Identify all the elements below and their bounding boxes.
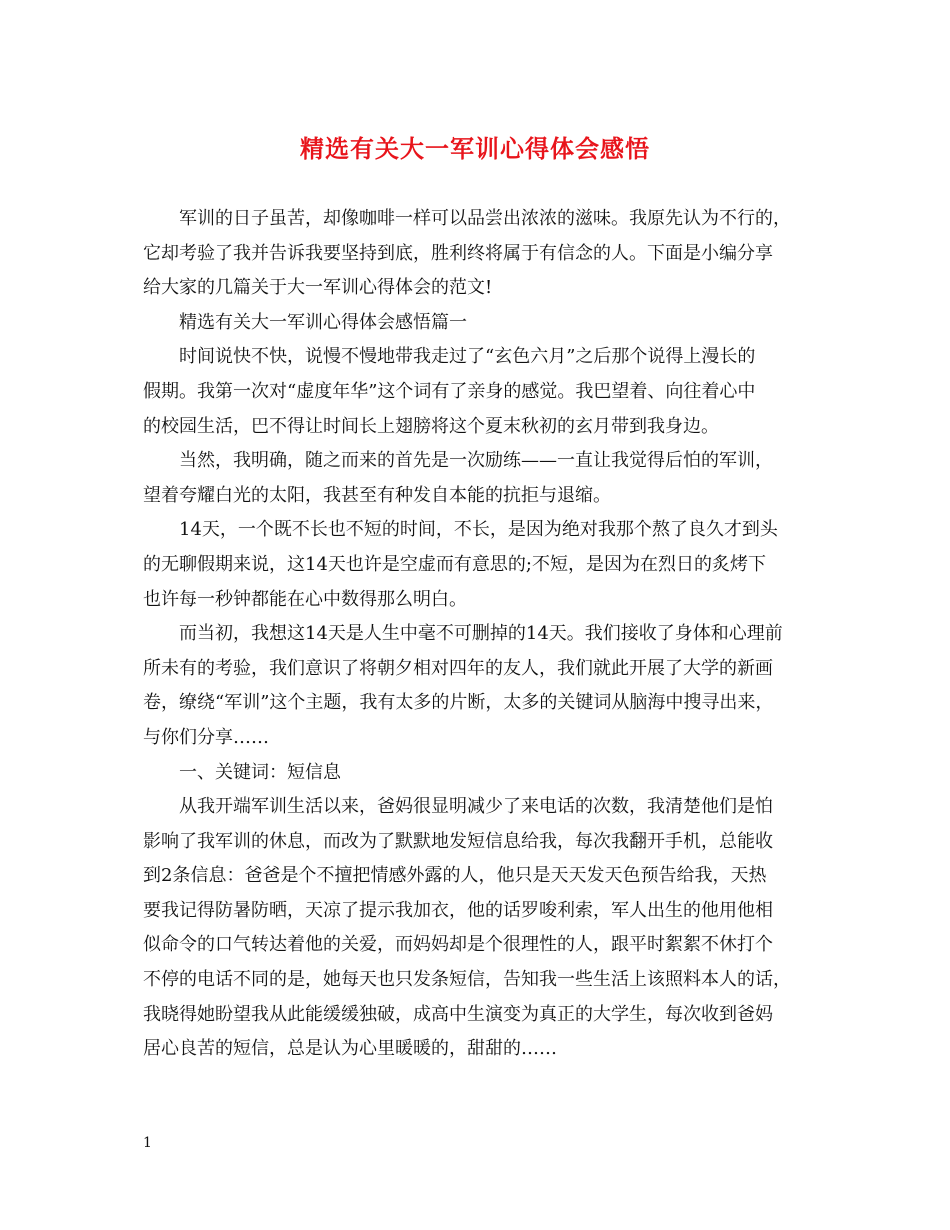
paragraph-line: 它却考验了我并告诉我要坚持到底，胜利终将属于有信念的人。下面是小编分享 (143, 242, 773, 264)
paragraph-line: 到2条信息：爸爸是个不擅把情感外露的人，他只是天天发天色预告给我，天热 (143, 865, 767, 887)
paragraph-line: 也许每一秒钟都能在心中数得那么明白。 (143, 588, 467, 610)
paragraph (143, 444, 811, 513)
page-number: 1 (143, 1135, 152, 1151)
paragraph-line: 军训的日子虽苦，却像咖啡一样可以品尝出浓浓的滋味。我原先认为不行的， (179, 208, 791, 229)
paragraph-line: 给大家的几篇关于大一军训心得体会的范文! (143, 277, 493, 299)
paragraph-line: 居心良苦的短信，总是认为心里暖暖的，甜甜的…… (143, 1038, 557, 1060)
paragraph-line: 一、关键词：短信息 (179, 761, 341, 783)
paragraph (143, 756, 811, 791)
paragraph-line: 影响了我军训的休息，而改为了默默地发短信息给我，每次我翻开手机，总能收 (143, 830, 773, 852)
paragraph (143, 202, 811, 306)
paragraph-line: 望着夸耀白光的太阳，我甚至有种发自本能的抗拒与退缩。 (143, 484, 611, 506)
paragraph-line: 而当初，我想这14天是人生中毫不可删掉的14天。我们接收了身体和心理前 (179, 623, 783, 645)
paragraph-line: 时间说快不快，说慢不慢地带我走过了“玄色六月”之后那个说得上漫长的 (179, 346, 756, 368)
paragraph (143, 340, 811, 444)
paragraph-line: 14天，一个既不长也不短的时间，不长，是因为绝对我那个熬了良久才到头 (179, 519, 778, 541)
paragraph-line: 的校园生活，巴不得让时间长上翅膀将这个夏末秋初的玄月带到我身边。 (143, 415, 719, 437)
paragraph-line: 当然，我明确，随之而来的首先是一次励练——一直让我觉得后怕的军训， (179, 450, 773, 472)
paragraph-line: 要我记得防暑防晒，天凉了提示我加衣，他的话罗唆利索，军人出生的他用他相 (143, 899, 773, 921)
paragraph-line: 假期。我第一次对“虚度年华”这个词有了亲身的感觉。我巴望着、向往着心中 (143, 380, 756, 402)
paragraph (143, 790, 811, 1067)
paragraph-line: 我晓得她盼望我从此能缓缓独破，成高中生演变为真正的大学生，每次收到爸妈 (143, 1003, 773, 1025)
paragraph-line: 从我开端军训生活以来，爸妈很显明减少了来电话的次数，我清楚他们是怕 (179, 796, 773, 818)
paragraph (143, 617, 811, 755)
paragraph (143, 513, 811, 617)
paragraph-line: 不停的电话不同的是，她每天也只发条短信，告知我一些生活上该照料本人的话， (143, 969, 791, 991)
document-title: 精选有关大一军训心得体会感悟 (300, 134, 650, 163)
paragraph-line: 似命令的口气转达着他的关爱，而妈妈却是个很理性的人，跟平时絮絮不休打个 (143, 934, 773, 956)
paragraph-line: 精选有关大一军训心得体会感悟篇一 (179, 311, 467, 333)
paragraph-line: 所未有的考验，我们意识了将朝夕相对四年的友人，我们就此开展了大学的新画 (143, 657, 773, 679)
document-body (143, 202, 811, 1067)
paragraph-line: 卷，缭绕“军训”这个主题，我有太多的片断，太多的关键词从脑海中搜寻出来， (143, 692, 774, 714)
paragraph-line: 与你们分享…… (143, 726, 269, 748)
paragraph (143, 306, 811, 341)
paragraph-line: 的无聊假期来说，这14天也许是空虚而有意思的;不短，是因为在烈日的炙烤下 (143, 553, 766, 575)
